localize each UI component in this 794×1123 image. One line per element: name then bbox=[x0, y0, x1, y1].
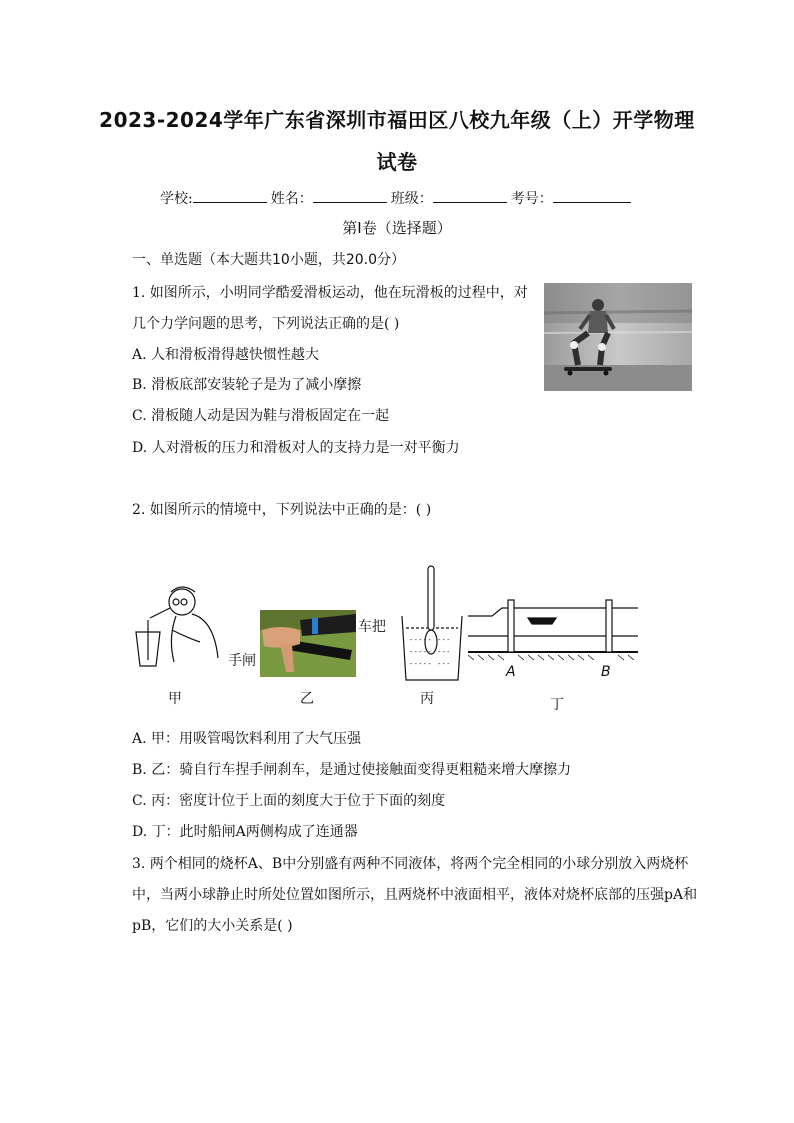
exam-no-blank[interactable] bbox=[553, 188, 631, 203]
q1-option-d[interactable]: D. 人对滑板的压力和滑板对人的支持力是一对平衡力 bbox=[132, 440, 460, 456]
q2-figure bbox=[128, 562, 648, 712]
label-a: A bbox=[506, 664, 516, 680]
school-label: 学校: bbox=[160, 191, 193, 207]
q3-stem-line3: pB，它们的大小关系是( ) bbox=[132, 918, 293, 934]
ship-lock-drawing bbox=[468, 598, 638, 664]
svg-text:- - -: - - - bbox=[438, 648, 450, 656]
svg-text:- - - - -: - - - - - bbox=[410, 660, 431, 668]
label-cheba: 车把 bbox=[358, 619, 386, 635]
student-info-line bbox=[160, 188, 660, 208]
q1-stem-line2: 几个力学问题的思考，下列说法正确的是( ) bbox=[132, 316, 400, 332]
q1-option-c[interactable]: C. 滑板随人动是因为鞋与滑板固定在一起 bbox=[132, 408, 390, 424]
exam-no-label: 考号： bbox=[510, 191, 553, 207]
name-blank[interactable] bbox=[313, 188, 387, 203]
label-yi: 乙 bbox=[300, 691, 314, 707]
school-blank[interactable] bbox=[193, 188, 267, 203]
label-ding: 丁 bbox=[550, 697, 564, 713]
man-drinking-drawing bbox=[128, 580, 228, 670]
name-label: 姓名： bbox=[270, 191, 313, 207]
hydrometer-drawing bbox=[398, 562, 464, 682]
label-bing: 丙 bbox=[420, 691, 434, 707]
q1-option-b[interactable]: B. 滑板底部安装轮子是为了减小摩擦 bbox=[132, 377, 362, 393]
svg-text:- - - - -: - - - - - bbox=[410, 636, 431, 644]
class-label: 班级： bbox=[390, 191, 433, 207]
q2-option-b[interactable]: B. 乙：骑自行车捏手闸刹车，是通过使接触面变得更粗糙来增大摩擦力 bbox=[132, 762, 572, 778]
section-title: 第Ⅰ卷（选择题） bbox=[342, 219, 452, 237]
q3-stem-line2: 中，当两小球静止时所处位置如图所示，且两烧杯中液面相平，液体对烧杯底部的压强pA和 bbox=[132, 887, 698, 903]
label-jia: 甲 bbox=[168, 691, 182, 707]
q2-stem: 2. 如图所示的情境中，下列说法中正确的是：( ) bbox=[132, 502, 432, 518]
svg-text:- - -: - - - bbox=[438, 660, 450, 668]
page-title-continued: 试卷 bbox=[376, 150, 418, 174]
q1-stem-line1: 1. 如图所示，小明同学酷爱滑板运动，他在玩滑板的过程中，对 bbox=[132, 285, 528, 301]
page-title: 2023-2024学年广东省深圳市福田区八校九年级（上）开学物理 bbox=[99, 108, 695, 132]
bike-brake-photo bbox=[260, 610, 356, 677]
q1-option-a[interactable]: A. 人和滑板滑得越快惯性越大 bbox=[132, 347, 320, 363]
q3-stem-line1: 3. 两个相同的烧杯A、B中分别盛有两种不同液体，将两个完全相同的小球分别放入两烧杯 bbox=[132, 856, 689, 872]
q2-option-d[interactable]: D. 丁：此时船闸A两侧构成了连通器 bbox=[132, 824, 358, 840]
svg-text:- - -: - - - bbox=[438, 636, 450, 644]
svg-text:- - - - -: - - - - - bbox=[410, 648, 431, 656]
class-blank[interactable] bbox=[433, 188, 507, 203]
part-heading: 一、单选题（本大题共10小题，共20.0分） bbox=[132, 252, 405, 268]
q2-option-c[interactable]: C. 丙：密度计位于上面的刻度大于位于下面的刻度 bbox=[132, 793, 446, 809]
skateboard-photo bbox=[544, 283, 692, 391]
q2-option-a[interactable]: A. 甲：用吸管喝饮料利用了大气压强 bbox=[132, 731, 362, 747]
label-shouzha: 手闸 bbox=[228, 653, 256, 669]
label-b: B bbox=[601, 664, 611, 680]
